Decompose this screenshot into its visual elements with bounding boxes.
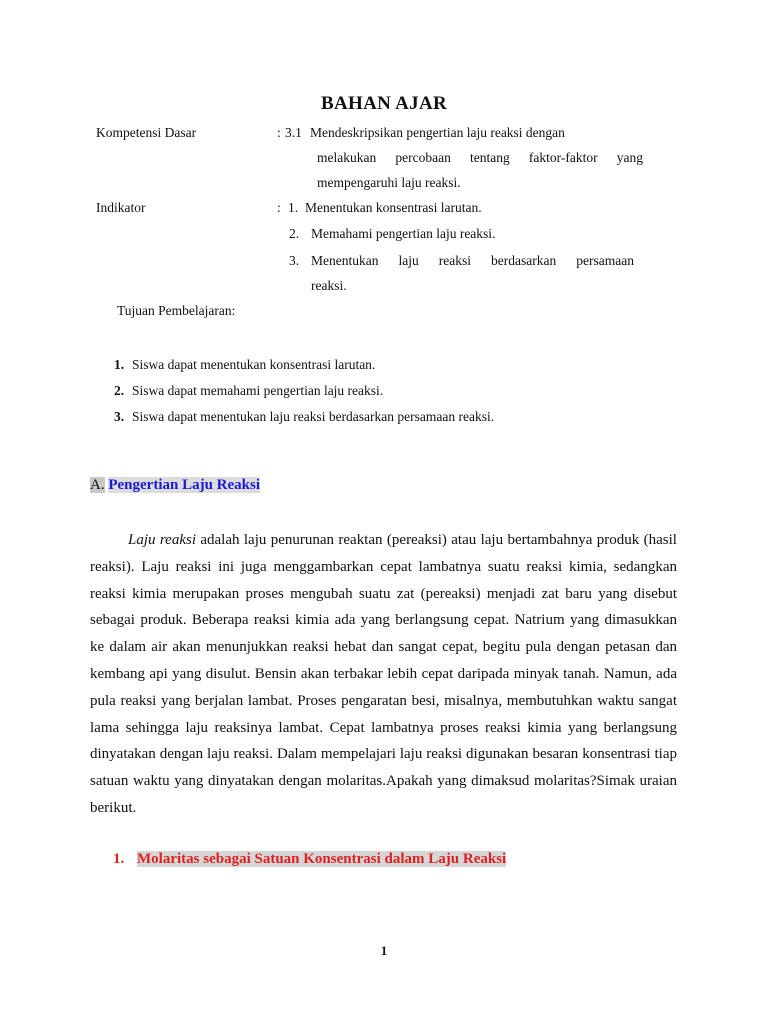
subsection-1-number: 1. — [113, 851, 125, 867]
tujuan-item-number: 2. — [114, 383, 125, 398]
kompetensi-label: Kompetensi Dasar — [96, 125, 197, 140]
tujuan-item — [114, 409, 494, 425]
section-a-body: adalah laju penurunan reaktan (pereaksi) atau laju bertambahnya produk (hasil reaksi). Laju reaksi ini juga menggambarkan cepat lambatnya suatu reaksi kimia, sedangkan reaksi kimia merupakan proses mengubah suatu zat (pereaksi) menjadi zat baru yang disebut sebagai produk. Beberapa reaksi kimia ada yang berlangsung cepat. Natrium yang dimasukkan ke dalam air akan menunjukkan reaksi hebat dan sangat cepat, begitu pula dengan petasan dan kembang api yang disulut. Bensin akan terbakar lebih cepat daripada minyak tanah. Namun, ada pula reaksi yang berjalan lambat. Proses pengaratan besi, misalnya, membutuhkan waktu sangat lama sehingga laju reaksinya lambat. Cepat lambatnya proses reaksi kimia yang berlangsung dinyatakan dengan laju reaksi. Dalam mempelajari laju reaksi digunakan besaran konsentrasi tiap satuan waktu yang dinyatakan dengan molaritas.Apakah yang dimaksud molaritas?Simak uraian berikut. — [90, 532, 677, 816]
tujuan-item-number: 1. — [114, 357, 125, 372]
indikator-item-number: 3. — [289, 253, 300, 268]
kompetensi-line-3: mempengaruhi laju reaksi. — [317, 175, 461, 190]
subsection-1-header — [113, 851, 506, 868]
subsection-1-heading: Molaritas sebagai Satuan Konsentrasi dalam Laju Reaksi — [137, 851, 507, 867]
section-a-heading: Pengertian Laju Reaksi — [108, 477, 261, 493]
kompetensi-line-2: melakukan percobaan tentang faktor-faktor yang — [317, 150, 643, 165]
kompetensi-line-1: Mendeskripsikan pengertian laju reaksi dengan — [310, 125, 565, 140]
indikator-item-continuation: reaksi. — [311, 278, 347, 293]
tujuan-item-number: 3. — [114, 409, 125, 424]
tujuan-item-text: Siswa dapat memahami pengertian laju reaksi. — [132, 383, 384, 398]
kompetensi-number: 3.1 — [285, 125, 302, 140]
page-number: 1 — [380, 943, 388, 958]
tujuan-item — [114, 383, 383, 399]
indikator-label: Indikator — [96, 200, 146, 215]
section-a-paragraph — [90, 527, 677, 822]
section-a-letter: A. — [90, 477, 105, 493]
tujuan-item-text: Siswa dapat menentukan konsentrasi larutan. — [132, 357, 376, 372]
kompetensi-colon: : — [277, 125, 281, 140]
tujuan-item-text: Siswa dapat menentukan laju reaksi berdasarkan persamaan reaksi. — [132, 409, 495, 424]
indikator-item-text: Menentukan konsentrasi larutan. — [305, 200, 482, 215]
section-a-term: Laju reaksi — [128, 532, 196, 548]
indikator-item-text: Menentukan laju reaksi berdasarkan persamaan — [311, 253, 634, 268]
section-a-header — [90, 477, 260, 494]
indikator-item-text: Memahami pengertian laju reaksi. — [311, 226, 496, 241]
tujuan-label: Tujuan Pembelajaran: — [117, 303, 236, 318]
indikator-colon: : — [277, 200, 281, 215]
tujuan-item — [114, 357, 375, 373]
indikator-item-number: 1. — [288, 200, 299, 215]
indikator-item-number: 2. — [289, 226, 300, 241]
document-title: BAHAN AJAR — [321, 93, 447, 114]
